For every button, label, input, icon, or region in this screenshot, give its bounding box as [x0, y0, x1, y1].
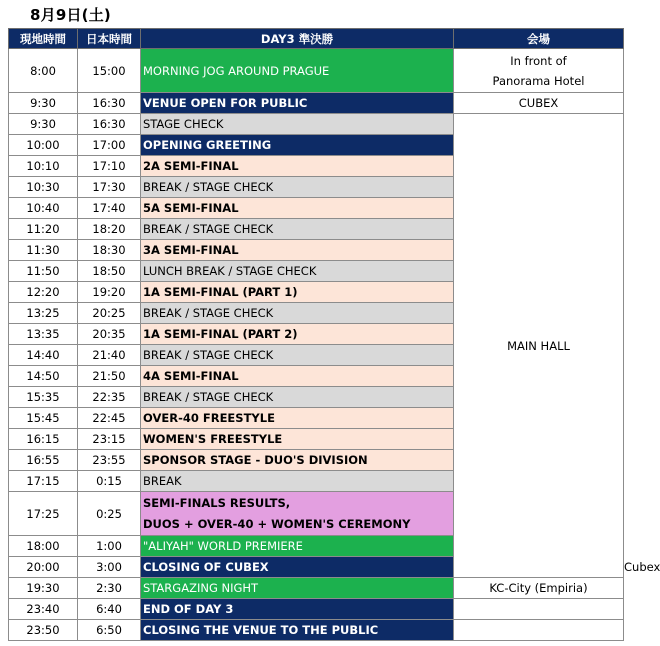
local-time-cell: 15:45: [9, 408, 78, 429]
event-cell: [141, 219, 454, 240]
header-local-time: 現地時間: [9, 29, 78, 49]
japan-time-cell: 23:55: [78, 450, 141, 471]
venue-cell: [454, 93, 624, 114]
event-cell: [141, 429, 454, 450]
japan-time-cell: 18:30: [78, 240, 141, 261]
event-label: BREAK / STAGE CHECK: [143, 306, 274, 320]
event-cell: [141, 345, 454, 366]
event-cell: [141, 261, 454, 282]
event-label: BREAK / STAGE CHECK: [143, 180, 274, 194]
venue-label: In front of: [510, 53, 567, 68]
local-time-cell: 8:00: [9, 49, 78, 93]
japan-time-cell: 3:00: [78, 557, 141, 578]
local-time-cell: 9:30: [9, 114, 78, 135]
event-label: 2A SEMI-FINAL: [143, 159, 239, 173]
local-time-cell: 11:20: [9, 219, 78, 240]
japan-time-cell: 6:40: [78, 599, 141, 620]
event-cell: [141, 620, 454, 641]
japan-time-cell: 0:15: [78, 471, 141, 492]
japan-time-cell: 23:15: [78, 429, 141, 450]
header-row: [9, 29, 624, 49]
local-time-cell: 9:30: [9, 93, 78, 114]
event-cell: [141, 303, 454, 324]
event-label: 4A SEMI-FINAL: [143, 369, 239, 383]
table-row: [9, 114, 624, 135]
event-label: BREAK: [143, 474, 182, 488]
japan-time-cell: 22:35: [78, 387, 141, 408]
japan-time-cell: 17:00: [78, 135, 141, 156]
event-cell: [141, 599, 454, 620]
japan-time-cell: 18:20: [78, 219, 141, 240]
venue-cell: [454, 620, 624, 641]
venue-cell: [454, 114, 624, 578]
japan-time-cell: 0:25: [78, 492, 141, 536]
event-cell: [141, 471, 454, 492]
japan-time-cell: 20:25: [78, 303, 141, 324]
event-cell: [141, 450, 454, 471]
japan-time-cell: 22:45: [78, 408, 141, 429]
local-time-cell: 16:55: [9, 450, 78, 471]
local-time-cell: 12:20: [9, 282, 78, 303]
event-label: 5A SEMI-FINAL: [143, 201, 239, 215]
schedule-body: [9, 49, 660, 641]
local-time-cell: 14:50: [9, 366, 78, 387]
event-label: STAGE CHECK: [143, 117, 224, 131]
event-label: 3A SEMI-FINAL: [143, 243, 239, 257]
local-time-cell: 23:50: [9, 620, 78, 641]
japan-time-cell: 16:30: [78, 93, 141, 114]
event-label: CLOSING THE VENUE TO THE PUBLIC: [143, 623, 379, 637]
event-cell: [141, 198, 454, 219]
event-label: LUNCH BREAK / STAGE CHECK: [143, 264, 317, 278]
event-cell: [141, 366, 454, 387]
event-cell: [141, 492, 454, 536]
local-time-cell: 10:30: [9, 177, 78, 198]
local-time-cell: 17:25: [9, 492, 78, 536]
local-time-cell: 11:30: [9, 240, 78, 261]
local-time-cell: 14:40: [9, 345, 78, 366]
event-label: END OF DAY 3: [143, 602, 234, 616]
local-time-cell: 15:35: [9, 387, 78, 408]
event-label: BREAK / STAGE CHECK: [143, 222, 274, 236]
japan-time-cell: 21:50: [78, 366, 141, 387]
japan-time-cell: 1:00: [78, 536, 141, 557]
event-label: OVER-40 FREESTYLE: [143, 411, 275, 425]
event-label: DUOS + OVER-40 + WOMEN'S CEREMONY: [143, 516, 411, 531]
table-row: [9, 599, 624, 620]
event-cell: [141, 177, 454, 198]
local-time-cell: 11:50: [9, 261, 78, 282]
japan-time-cell: 6:50: [78, 620, 141, 641]
event-label: VENUE OPEN FOR PUBLIC: [143, 96, 308, 110]
event-label: "ALIYAH" WORLD PREMIERE: [143, 539, 303, 553]
event-cell: [141, 324, 454, 345]
japan-time-cell: 17:40: [78, 198, 141, 219]
event-label: 1A SEMI-FINAL (PART 2): [143, 327, 298, 341]
event-cell: [141, 156, 454, 177]
page-title: 8月9日(土): [30, 6, 111, 24]
event-cell: [141, 557, 454, 578]
japan-time-cell: 2:30: [78, 578, 141, 599]
japan-time-cell: 19:20: [78, 282, 141, 303]
local-time-cell: 10:00: [9, 135, 78, 156]
table-row: [9, 620, 624, 641]
local-time-cell: 18:00: [9, 536, 78, 557]
japan-time-cell: 20:35: [78, 324, 141, 345]
venue-label: CUBEX: [518, 96, 559, 110]
event-label: WOMEN'S FREESTYLE: [143, 432, 283, 446]
event-label: SEMI-FINALS RESULTS,: [143, 495, 291, 510]
venue-cell: [454, 599, 624, 620]
event-label: STARGAZING NIGHT: [143, 581, 259, 595]
schedule-table: [8, 28, 660, 641]
local-time-cell: 23:40: [9, 599, 78, 620]
event-label: CLOSING OF CUBEX: [143, 560, 269, 574]
venue-cell: [454, 49, 624, 93]
event-cell: [141, 408, 454, 429]
local-time-cell: 13:35: [9, 324, 78, 345]
table-row: [9, 49, 624, 93]
table-row: 20:00 3:00 CLOSING OF CUBEX Cubex: [9, 557, 624, 578]
event-label: BREAK / STAGE CHECK: [143, 390, 274, 404]
event-cell: [141, 135, 454, 156]
event-label: 1A SEMI-FINAL (PART 1): [143, 285, 298, 299]
local-time-cell: 16:15: [9, 429, 78, 450]
japan-time-cell: 17:30: [78, 177, 141, 198]
local-time-cell: 19:30: [9, 578, 78, 599]
event-label: MORNING JOG AROUND PRAGUE: [143, 63, 330, 78]
header-event: DAY3 準決勝: [141, 29, 454, 49]
local-time-cell: 10:10: [9, 156, 78, 177]
local-time-cell: 10:40: [9, 198, 78, 219]
event-cell: [141, 282, 454, 303]
venue-label: MAIN HALL: [507, 338, 570, 353]
event-label: OPENING GREETING: [143, 138, 272, 152]
event-cell: [141, 578, 454, 599]
event-label: BREAK / STAGE CHECK: [143, 348, 274, 362]
table-row: [9, 93, 624, 114]
event-cell: [141, 536, 454, 557]
event-cell: [141, 49, 454, 93]
japan-time-cell: 18:50: [78, 261, 141, 282]
japan-time-cell: 15:00: [78, 49, 141, 93]
table-row: [9, 578, 624, 599]
header-japan-time: 日本時間: [78, 29, 141, 49]
header-venue: 会場: [454, 29, 624, 49]
japan-time-cell: 21:40: [78, 345, 141, 366]
local-time-cell: 20:00: [9, 557, 78, 578]
event-cell: [141, 387, 454, 408]
venue-cell: [454, 578, 624, 599]
local-time-cell: 13:25: [9, 303, 78, 324]
event-cell: [141, 240, 454, 261]
event-cell: [141, 114, 454, 135]
venue-label: Panorama Hotel: [492, 73, 585, 88]
japan-time-cell: 16:30: [78, 114, 141, 135]
local-time-cell: 17:15: [9, 471, 78, 492]
event-cell: [141, 93, 454, 114]
event-label: SPONSOR STAGE - DUO'S DIVISION: [143, 453, 368, 467]
venue-label: KC-City (Empiria): [489, 581, 588, 595]
japan-time-cell: 17:10: [78, 156, 141, 177]
